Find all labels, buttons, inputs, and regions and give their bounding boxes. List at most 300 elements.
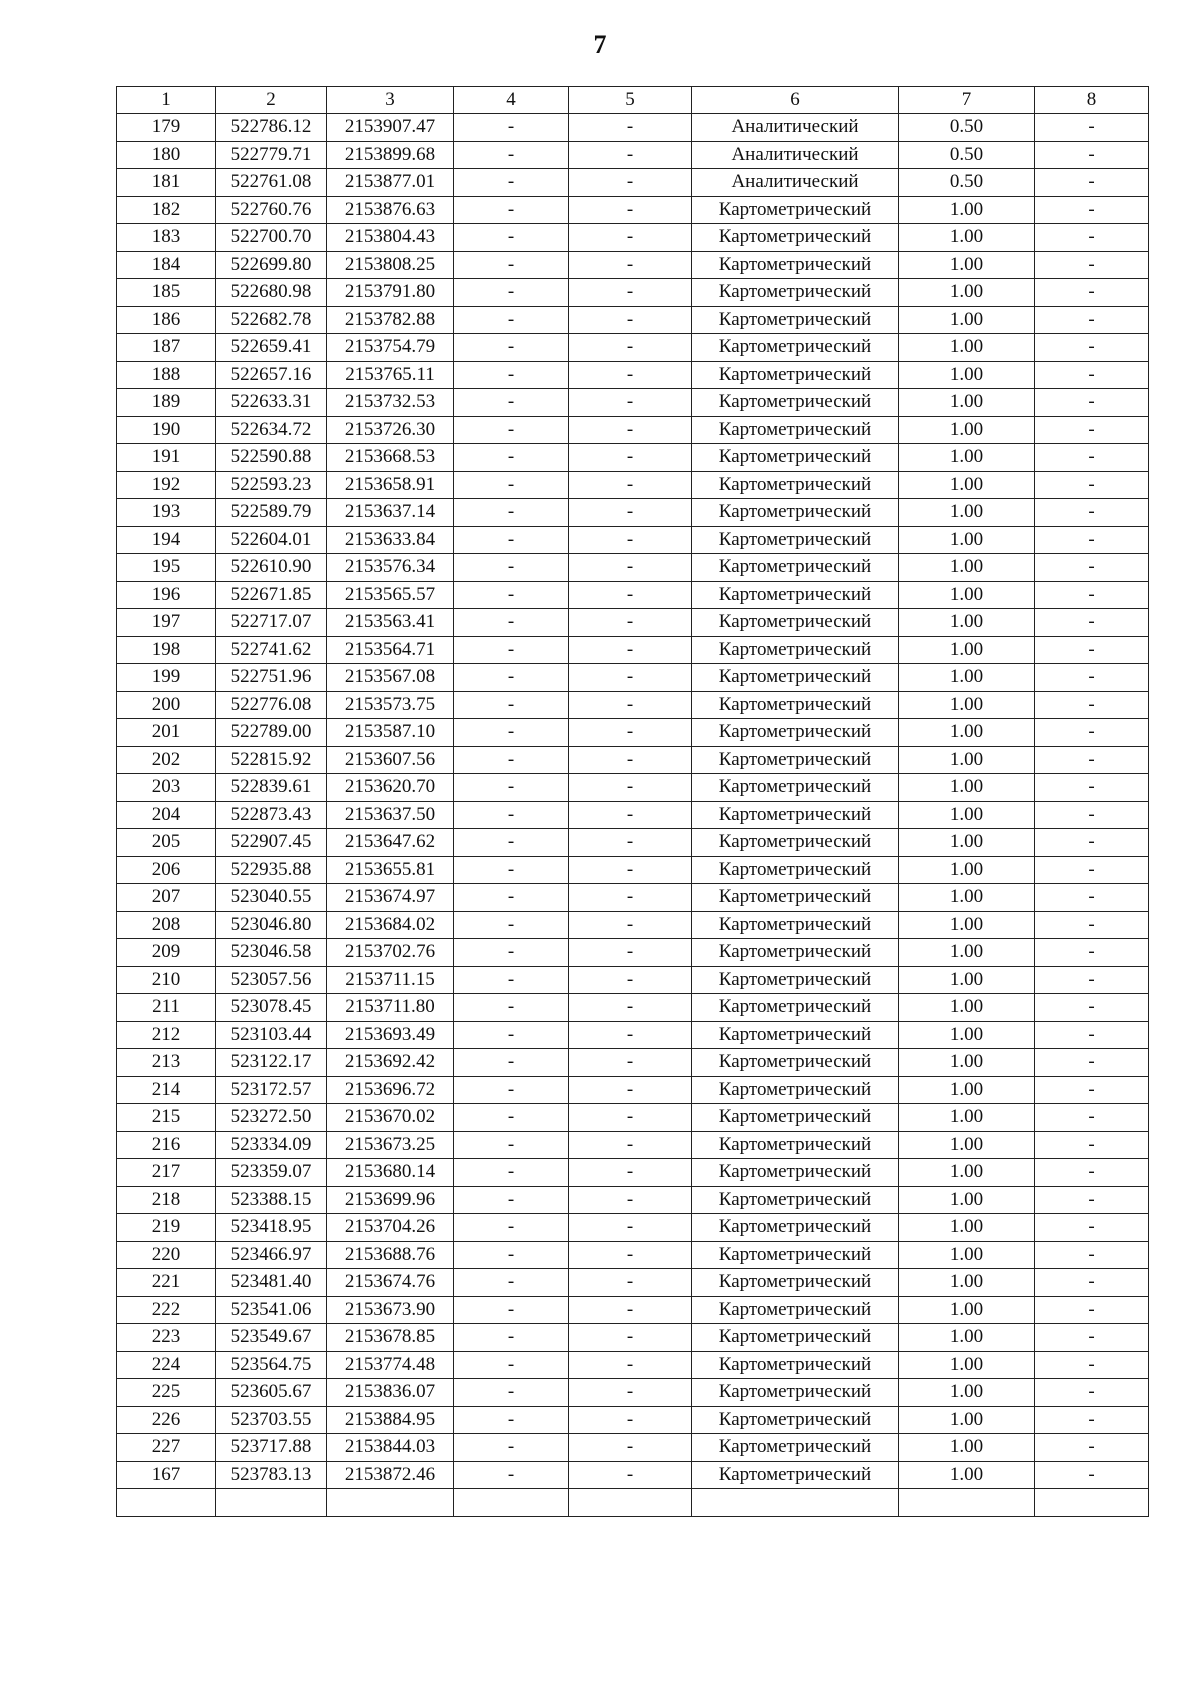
table-cell: - xyxy=(1035,746,1149,774)
table-row xyxy=(117,746,1149,774)
table-cell: 193 xyxy=(117,499,216,527)
table-cell: 1.00 xyxy=(899,334,1035,362)
table-cell: 1.00 xyxy=(899,939,1035,967)
table-cell: - xyxy=(1035,1324,1149,1352)
table-cell: Картометрический xyxy=(692,884,899,912)
table-cell: 194 xyxy=(117,526,216,554)
table-cell: - xyxy=(454,856,569,884)
table-cell: - xyxy=(454,966,569,994)
table-cell: 1.00 xyxy=(899,361,1035,389)
table-cell: 217 xyxy=(117,1159,216,1187)
table-cell: - xyxy=(1035,994,1149,1022)
table-cell: - xyxy=(1035,774,1149,802)
table-cell: 196 xyxy=(117,581,216,609)
empty-cell xyxy=(216,1489,327,1517)
table-cell: 1.00 xyxy=(899,1434,1035,1462)
table-cell: 1.00 xyxy=(899,884,1035,912)
table-cell: - xyxy=(569,966,692,994)
table-cell: - xyxy=(454,1434,569,1462)
table-cell: 522700.70 xyxy=(216,224,327,252)
empty-table-row xyxy=(117,1489,1149,1517)
table-cell: - xyxy=(1035,444,1149,472)
table-cell: - xyxy=(454,1159,569,1187)
table-cell: - xyxy=(569,1159,692,1187)
table-row xyxy=(117,361,1149,389)
table-cell: - xyxy=(569,719,692,747)
table-cell: - xyxy=(454,746,569,774)
table-row xyxy=(117,966,1149,994)
table-cell: Картометрический xyxy=(692,774,899,802)
table-cell: - xyxy=(454,636,569,664)
table-cell: 1.00 xyxy=(899,1241,1035,1269)
table-cell: - xyxy=(1035,1379,1149,1407)
table-cell: 523549.67 xyxy=(216,1324,327,1352)
table-cell: 1.00 xyxy=(899,416,1035,444)
table-cell: - xyxy=(1035,1461,1149,1489)
table-row xyxy=(117,141,1149,169)
table-row xyxy=(117,801,1149,829)
table-cell: 225 xyxy=(117,1379,216,1407)
table-cell: 2153680.14 xyxy=(327,1159,454,1187)
table-cell: Картометрический xyxy=(692,1324,899,1352)
table-cell: 1.00 xyxy=(899,1159,1035,1187)
table-cell: 195 xyxy=(117,554,216,582)
table-cell: - xyxy=(454,581,569,609)
table-cell: 215 xyxy=(117,1104,216,1132)
table-cell: 0.50 xyxy=(899,114,1035,142)
table-cell: 1.00 xyxy=(899,471,1035,499)
table-row xyxy=(117,1104,1149,1132)
table-cell: 186 xyxy=(117,306,216,334)
table-cell: 522839.61 xyxy=(216,774,327,802)
table-cell: - xyxy=(1035,636,1149,664)
table-row xyxy=(117,691,1149,719)
table-cell: 2153655.81 xyxy=(327,856,454,884)
table-cell: - xyxy=(569,114,692,142)
table-cell: Картометрический xyxy=(692,1104,899,1132)
table-cell: 2153726.30 xyxy=(327,416,454,444)
table-cell: - xyxy=(569,1351,692,1379)
table-cell: - xyxy=(1035,1406,1149,1434)
table-cell: - xyxy=(569,334,692,362)
table-cell: 523359.07 xyxy=(216,1159,327,1187)
table-cell: - xyxy=(569,1379,692,1407)
table-cell: - xyxy=(454,251,569,279)
table-cell: - xyxy=(1035,1296,1149,1324)
table-cell: 188 xyxy=(117,361,216,389)
table-cell: 219 xyxy=(117,1214,216,1242)
coordinates-table xyxy=(116,86,1149,1517)
table-cell: 1.00 xyxy=(899,746,1035,774)
table-cell: Картометрический xyxy=(692,1461,899,1489)
table-cell: Картометрический xyxy=(692,856,899,884)
table-cell: 522751.96 xyxy=(216,664,327,692)
table-cell: - xyxy=(454,801,569,829)
table-cell: 2153633.84 xyxy=(327,526,454,554)
table-cell: 2153808.25 xyxy=(327,251,454,279)
table-cell: 183 xyxy=(117,224,216,252)
table-cell: 523046.58 xyxy=(216,939,327,967)
table-row xyxy=(117,1406,1149,1434)
table-cell: Картометрический xyxy=(692,664,899,692)
table-cell: - xyxy=(454,1351,569,1379)
table-cell: - xyxy=(569,691,692,719)
table-cell: 1.00 xyxy=(899,801,1035,829)
table-cell: 2153836.07 xyxy=(327,1379,454,1407)
table-cell: 1.00 xyxy=(899,389,1035,417)
table-cell: 2153872.46 xyxy=(327,1461,454,1489)
table-cell: - xyxy=(1035,856,1149,884)
table-cell: 522786.12 xyxy=(216,114,327,142)
table-cell: - xyxy=(1035,471,1149,499)
table-cell: 224 xyxy=(117,1351,216,1379)
table-cell: Картометрический xyxy=(692,746,899,774)
table-cell: - xyxy=(569,1269,692,1297)
table-cell: 1.00 xyxy=(899,829,1035,857)
table-row xyxy=(117,1131,1149,1159)
table-cell: 190 xyxy=(117,416,216,444)
column-header: 7 xyxy=(899,87,1035,114)
table-cell: - xyxy=(454,306,569,334)
table-cell: 523057.56 xyxy=(216,966,327,994)
table-cell: 2153658.91 xyxy=(327,471,454,499)
table-cell: Картометрический xyxy=(692,1159,899,1187)
table-cell: - xyxy=(454,334,569,362)
table-cell: Картометрический xyxy=(692,609,899,637)
table-cell: Картометрический xyxy=(692,994,899,1022)
table-cell: 522634.72 xyxy=(216,416,327,444)
column-header: 5 xyxy=(569,87,692,114)
table-cell: - xyxy=(454,141,569,169)
table-cell: - xyxy=(569,994,692,1022)
table-cell: - xyxy=(1035,691,1149,719)
table-cell: - xyxy=(1035,1076,1149,1104)
table-cell: - xyxy=(454,471,569,499)
table-cell: Картометрический xyxy=(692,1131,899,1159)
table-cell: - xyxy=(569,416,692,444)
table-row xyxy=(117,526,1149,554)
table-cell: 2153876.63 xyxy=(327,196,454,224)
table-cell: 523103.44 xyxy=(216,1021,327,1049)
table-cell: - xyxy=(1035,1131,1149,1159)
table-cell: - xyxy=(454,1131,569,1159)
table-cell: 1.00 xyxy=(899,911,1035,939)
table-cell: 1.00 xyxy=(899,499,1035,527)
table-row xyxy=(117,939,1149,967)
table-cell: 523605.67 xyxy=(216,1379,327,1407)
table-cell: Картометрический xyxy=(692,1049,899,1077)
table-row xyxy=(117,416,1149,444)
table-cell: 1.00 xyxy=(899,1379,1035,1407)
table-cell: 523272.50 xyxy=(216,1104,327,1132)
table-cell: - xyxy=(569,1104,692,1132)
table-row xyxy=(117,306,1149,334)
table-cell: 522589.79 xyxy=(216,499,327,527)
table-row xyxy=(117,774,1149,802)
table-cell: 1.00 xyxy=(899,1076,1035,1104)
table-row xyxy=(117,719,1149,747)
table-cell: 2153804.43 xyxy=(327,224,454,252)
column-header: 8 xyxy=(1035,87,1149,114)
table-cell: - xyxy=(1035,1241,1149,1269)
table-row xyxy=(117,609,1149,637)
table-cell: 227 xyxy=(117,1434,216,1462)
table-cell: - xyxy=(1035,1351,1149,1379)
table-cell: - xyxy=(454,444,569,472)
table-cell: 187 xyxy=(117,334,216,362)
table-cell: Картометрический xyxy=(692,1351,899,1379)
table-cell: - xyxy=(454,1076,569,1104)
table-cell: - xyxy=(454,1324,569,1352)
empty-cell xyxy=(117,1489,216,1517)
table-cell: 184 xyxy=(117,251,216,279)
table-cell: Картометрический xyxy=(692,1214,899,1242)
table-row xyxy=(117,1214,1149,1242)
table-cell: 522610.90 xyxy=(216,554,327,582)
table-cell: 522776.08 xyxy=(216,691,327,719)
table-cell: 522659.41 xyxy=(216,334,327,362)
table-cell: - xyxy=(569,196,692,224)
table-cell: 523466.97 xyxy=(216,1241,327,1269)
table-cell: 1.00 xyxy=(899,306,1035,334)
table-cell: - xyxy=(1035,884,1149,912)
table-cell: 2153884.95 xyxy=(327,1406,454,1434)
table-body xyxy=(117,114,1149,1517)
table-cell: 2153678.85 xyxy=(327,1324,454,1352)
table-row xyxy=(117,334,1149,362)
table-cell: 2153673.25 xyxy=(327,1131,454,1159)
table-cell: 2153670.02 xyxy=(327,1104,454,1132)
table-row xyxy=(117,1296,1149,1324)
table-cell: - xyxy=(454,1296,569,1324)
empty-cell xyxy=(327,1489,454,1517)
table-cell: - xyxy=(1035,279,1149,307)
table-cell: 2153704.26 xyxy=(327,1214,454,1242)
table-cell: 523418.95 xyxy=(216,1214,327,1242)
table-cell: 203 xyxy=(117,774,216,802)
table-cell: 221 xyxy=(117,1269,216,1297)
table-cell: 211 xyxy=(117,994,216,1022)
table-cell: - xyxy=(1035,251,1149,279)
table-cell: - xyxy=(569,251,692,279)
table-cell: - xyxy=(1035,1104,1149,1132)
table-row xyxy=(117,1159,1149,1187)
table-cell: 523388.15 xyxy=(216,1186,327,1214)
table-cell: Картометрический xyxy=(692,389,899,417)
table-cell: 2153693.49 xyxy=(327,1021,454,1049)
table-cell: - xyxy=(569,856,692,884)
table-cell: 197 xyxy=(117,609,216,637)
table-cell: - xyxy=(569,664,692,692)
table-row xyxy=(117,1461,1149,1489)
table-cell: - xyxy=(454,609,569,637)
table-cell: 522717.07 xyxy=(216,609,327,637)
table-cell: - xyxy=(1035,829,1149,857)
table-cell: - xyxy=(1035,1049,1149,1077)
table-cell: - xyxy=(569,471,692,499)
table-cell: 191 xyxy=(117,444,216,472)
table-cell: - xyxy=(454,884,569,912)
table-cell: 523564.75 xyxy=(216,1351,327,1379)
table-cell: 1.00 xyxy=(899,1049,1035,1077)
table-cell: 204 xyxy=(117,801,216,829)
table-cell: - xyxy=(569,306,692,334)
table-cell: - xyxy=(569,636,692,664)
table-cell: - xyxy=(1035,1269,1149,1297)
table-cell: 522593.23 xyxy=(216,471,327,499)
table-cell: - xyxy=(1035,609,1149,637)
table-cell: 2153620.70 xyxy=(327,774,454,802)
table-cell: 1.00 xyxy=(899,774,1035,802)
table-cell: 192 xyxy=(117,471,216,499)
table-cell: - xyxy=(454,1379,569,1407)
table-cell: - xyxy=(1035,1186,1149,1214)
table-cell: 1.00 xyxy=(899,1461,1035,1489)
table-cell: - xyxy=(569,169,692,197)
table-cell: 179 xyxy=(117,114,216,142)
table-cell: Аналитический xyxy=(692,141,899,169)
table-row xyxy=(117,1434,1149,1462)
table-cell: - xyxy=(569,1324,692,1352)
table-cell: - xyxy=(1035,334,1149,362)
table-cell: 2153711.15 xyxy=(327,966,454,994)
table-cell: Картометрический xyxy=(692,1269,899,1297)
table-row xyxy=(117,581,1149,609)
table-cell: - xyxy=(454,526,569,554)
table-cell: 1.00 xyxy=(899,1186,1035,1214)
table-row xyxy=(117,911,1149,939)
table-cell: - xyxy=(569,884,692,912)
table-row xyxy=(117,389,1149,417)
table-cell: - xyxy=(569,609,692,637)
table-cell: Картометрический xyxy=(692,1434,899,1462)
table-cell: Картометрический xyxy=(692,224,899,252)
table-cell: 212 xyxy=(117,1021,216,1049)
table-row xyxy=(117,499,1149,527)
table-cell: - xyxy=(1035,1434,1149,1462)
table-cell: 1.00 xyxy=(899,224,1035,252)
table-cell: - xyxy=(454,554,569,582)
table-row xyxy=(117,251,1149,279)
table-cell: - xyxy=(569,1131,692,1159)
table-cell: 0.50 xyxy=(899,169,1035,197)
table-cell: 200 xyxy=(117,691,216,719)
table-cell: 181 xyxy=(117,169,216,197)
table-cell: 2153844.03 xyxy=(327,1434,454,1462)
table-cell: 2153573.75 xyxy=(327,691,454,719)
table-cell: 2153688.76 xyxy=(327,1241,454,1269)
table-cell: Картометрический xyxy=(692,1379,899,1407)
table-cell: - xyxy=(1035,306,1149,334)
table-cell: Картометрический xyxy=(692,306,899,334)
table-row xyxy=(117,664,1149,692)
table-cell: - xyxy=(454,389,569,417)
table-cell: 2153674.97 xyxy=(327,884,454,912)
table-cell: - xyxy=(454,416,569,444)
column-header: 3 xyxy=(327,87,454,114)
table-cell: - xyxy=(1035,939,1149,967)
table-cell: 523717.88 xyxy=(216,1434,327,1462)
table-cell: - xyxy=(454,1049,569,1077)
table-cell: - xyxy=(1035,581,1149,609)
table-cell: 185 xyxy=(117,279,216,307)
table-cell: 222 xyxy=(117,1296,216,1324)
table-cell: - xyxy=(1035,196,1149,224)
table-cell: 522604.01 xyxy=(216,526,327,554)
column-header: 4 xyxy=(454,87,569,114)
table-row xyxy=(117,856,1149,884)
table-cell: 1.00 xyxy=(899,664,1035,692)
table-cell: Картометрический xyxy=(692,801,899,829)
table-cell: 223 xyxy=(117,1324,216,1352)
table-cell: - xyxy=(569,499,692,527)
table-cell: 2153673.90 xyxy=(327,1296,454,1324)
table-cell: - xyxy=(454,829,569,857)
table-cell: 2153765.11 xyxy=(327,361,454,389)
table-cell: 522760.76 xyxy=(216,196,327,224)
table-cell: 2153647.62 xyxy=(327,829,454,857)
table-cell: Картометрический xyxy=(692,334,899,362)
table-cell: 522789.00 xyxy=(216,719,327,747)
table-cell: 167 xyxy=(117,1461,216,1489)
table-cell: - xyxy=(569,1214,692,1242)
table-cell: 180 xyxy=(117,141,216,169)
table-cell: Картометрический xyxy=(692,279,899,307)
table-cell: 2153702.76 xyxy=(327,939,454,967)
table-cell: 523783.13 xyxy=(216,1461,327,1489)
table-cell: 1.00 xyxy=(899,719,1035,747)
table-cell: 2153732.53 xyxy=(327,389,454,417)
table-cell: Картометрический xyxy=(692,1241,899,1269)
table-cell: 220 xyxy=(117,1241,216,1269)
table-cell: - xyxy=(569,279,692,307)
empty-cell xyxy=(1035,1489,1149,1517)
table-cell: - xyxy=(569,1461,692,1489)
table-cell: 0.50 xyxy=(899,141,1035,169)
table-cell: 522873.43 xyxy=(216,801,327,829)
table-cell: 209 xyxy=(117,939,216,967)
table-cell: - xyxy=(569,1021,692,1049)
table-cell: - xyxy=(1035,114,1149,142)
table-cell: - xyxy=(454,279,569,307)
table-cell: - xyxy=(1035,801,1149,829)
table-cell: - xyxy=(569,526,692,554)
table-cell: - xyxy=(569,1296,692,1324)
table-cell: Картометрический xyxy=(692,361,899,389)
table-cell: - xyxy=(569,581,692,609)
table-cell: 1.00 xyxy=(899,994,1035,1022)
table-header-row xyxy=(117,87,1149,114)
table-cell: 205 xyxy=(117,829,216,857)
table-cell: - xyxy=(569,141,692,169)
table-cell: 522699.80 xyxy=(216,251,327,279)
table-cell: - xyxy=(569,939,692,967)
table-cell: - xyxy=(1035,1214,1149,1242)
table-cell: 1.00 xyxy=(899,1104,1035,1132)
table-cell: 1.00 xyxy=(899,1214,1035,1242)
table-row xyxy=(117,196,1149,224)
table-cell: 2153782.88 xyxy=(327,306,454,334)
table-cell: 523046.80 xyxy=(216,911,327,939)
table-cell: Картометрический xyxy=(692,1076,899,1104)
table-cell: - xyxy=(1035,499,1149,527)
table-cell: - xyxy=(454,1461,569,1489)
table-cell: Картометрический xyxy=(692,636,899,664)
table-row xyxy=(117,884,1149,912)
table-cell: - xyxy=(454,691,569,719)
table-cell: - xyxy=(569,361,692,389)
table-cell: Картометрический xyxy=(692,1021,899,1049)
